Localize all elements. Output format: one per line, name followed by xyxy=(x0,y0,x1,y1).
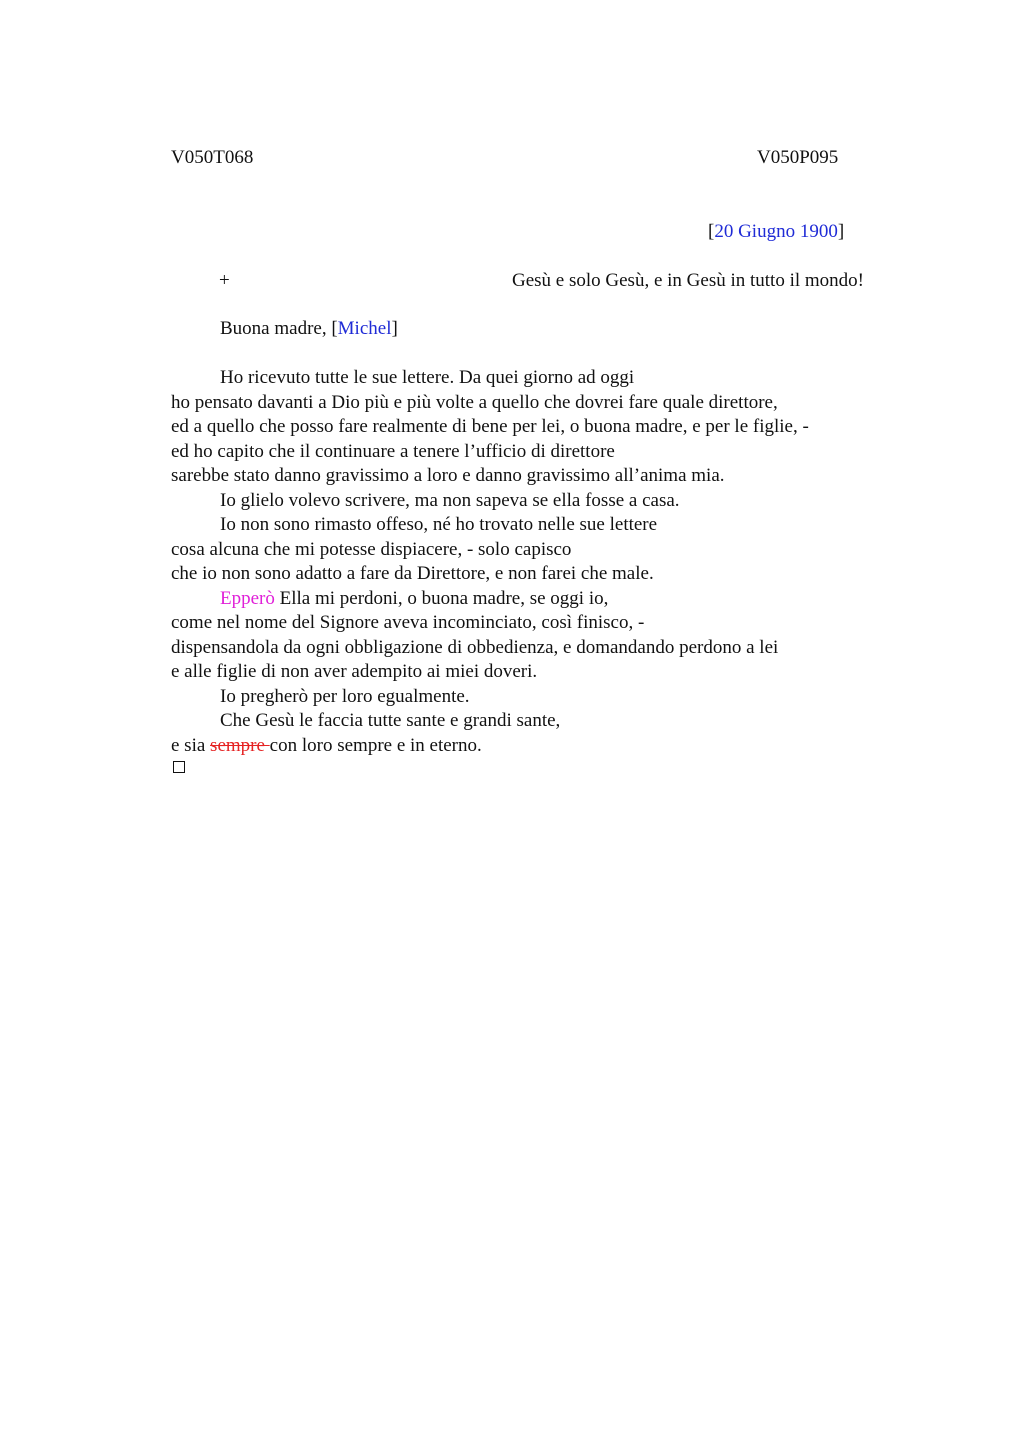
date-open-bracket: [ xyxy=(708,221,715,242)
salutation-close-bracket: ] xyxy=(391,318,398,339)
invocation-motto: Gesù e solo Gesù, e in Gesù in tutto il mondo! xyxy=(512,270,864,291)
body-line: ho pensato davanti a Dio più e più volte a quello che dovrei fare quale direttore, xyxy=(171,392,778,413)
body-line: Che Gesù le faccia tutte sante e grandi sante, xyxy=(220,710,561,731)
body-line: e alle figlie di non aver adempito ai miei doveri. xyxy=(171,661,538,682)
body-line xyxy=(171,735,482,757)
body-line: Ho ricevuto tutte le sue lettere. Da quei giorno ad oggi xyxy=(220,367,635,388)
document-code-left: V050T068 xyxy=(171,147,254,168)
date-text: 20 Giugno 1900 xyxy=(714,221,838,242)
body-line: dispensandola da ogni obbligazione di obbedienza, e domandando perdono a lei xyxy=(171,637,779,658)
body-line: Io pregherò per loro egualmente. xyxy=(220,686,470,707)
body-line-start: e sia xyxy=(171,735,211,756)
cross-symbol: + xyxy=(219,270,230,291)
body-line: ed a quello che posso fare realmente di bene per lei, o buona madre, e per le figlie, - xyxy=(171,416,809,437)
body-line: sarebbe stato danno gravissimo a loro e danno gravissimo all’anima mia. xyxy=(171,465,725,486)
highlighted-word: Epperò xyxy=(220,588,275,609)
body-line: cosa alcuna che mi potesse dispiacere, - solo capisco xyxy=(171,539,572,560)
body-line: come nel nome del Signore aveva incominciato, così finisco, - xyxy=(171,612,645,633)
salutation-text: Buona madre, xyxy=(220,318,332,339)
body-line: che io non sono adatto a fare da Direttore, e non farei che male. xyxy=(171,563,654,584)
body-line xyxy=(220,588,608,610)
body-line-end: con loro sempre e in eterno. xyxy=(269,735,482,756)
body-line: Io glielo volevo scrivere, ma non sapeva se ella fosse a casa. xyxy=(220,490,680,511)
date-close-bracket: ] xyxy=(837,221,845,242)
letter-date xyxy=(708,221,844,243)
body-line: ed ho capito che il continuare a tenere l’ufficio di direttore xyxy=(171,441,615,462)
deleted-word: sempre xyxy=(210,735,270,756)
end-box-icon xyxy=(173,761,185,773)
recipient-name: Michel xyxy=(337,318,392,339)
salutation xyxy=(220,318,398,340)
body-line-rest: Ella mi perdoni, o buona madre, se oggi io, xyxy=(274,588,609,609)
salutation-open-bracket: [ xyxy=(331,318,338,339)
page-code-right: V050P095 xyxy=(757,147,839,168)
body-line: Io non sono rimasto offeso, né ho trovato nelle sue lettere xyxy=(220,514,658,535)
